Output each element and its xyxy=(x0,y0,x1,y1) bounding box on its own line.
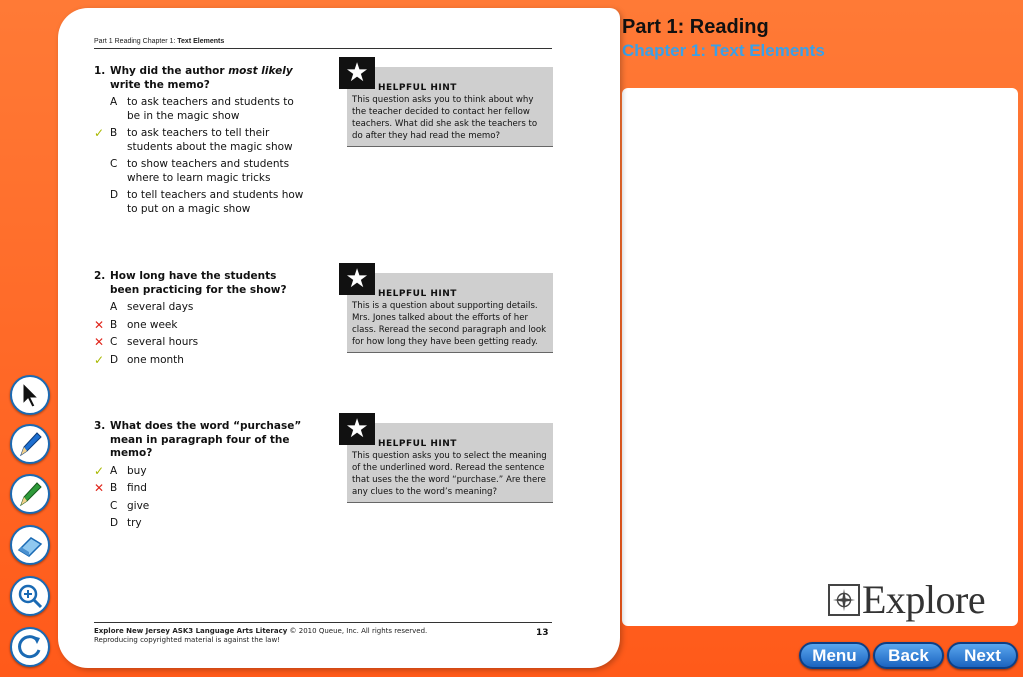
option-text: find xyxy=(127,482,147,494)
footer-line-2: Reproducing copyrighted material is against the law! xyxy=(94,636,280,644)
answer-option-d[interactable] xyxy=(94,354,309,368)
answer-mark xyxy=(94,301,110,315)
undo-tool[interactable] xyxy=(10,627,50,667)
stem-text-end: write the memo? xyxy=(110,78,210,91)
footer-line-1 xyxy=(94,627,427,636)
running-head-prefix: Part 1 Reading Chapter 1: xyxy=(94,38,178,45)
footer-book-title: Explore New Jersey ASK3 Language Arts Literacy xyxy=(94,627,288,635)
answer-mark xyxy=(94,189,110,216)
option-text: try xyxy=(127,517,142,529)
option-text: to tell teachers and students how to put on a magic show xyxy=(127,189,304,215)
answer-option-a[interactable] xyxy=(94,465,309,479)
bottom-rule xyxy=(94,622,552,623)
helpful-hint-1 xyxy=(345,58,553,147)
option-letter: B xyxy=(110,482,118,494)
answer-option-c[interactable] xyxy=(94,500,309,514)
magnifier-plus-icon xyxy=(15,581,45,611)
option-letter: A xyxy=(110,96,118,108)
answer-option-d[interactable] xyxy=(94,189,309,216)
page-number: 13 xyxy=(536,628,549,638)
page-footer xyxy=(94,627,427,645)
hint-title: HELPFUL HINT xyxy=(378,289,457,299)
zoom-tool[interactable] xyxy=(10,576,50,616)
compass-icon xyxy=(828,584,860,616)
stem-text: Why did the author xyxy=(110,65,229,77)
eraser-icon xyxy=(15,530,45,560)
option-text: to ask teachers and students to be in the magic show xyxy=(127,96,294,122)
answer-option-c[interactable] xyxy=(94,336,309,350)
blue-pen-icon xyxy=(15,429,45,459)
eraser-tool[interactable] xyxy=(10,525,50,565)
option-letter: B xyxy=(110,127,118,139)
hint-title: HELPFUL HINT xyxy=(378,439,457,449)
option-letter: C xyxy=(110,158,118,170)
question-number: 3. xyxy=(94,420,106,432)
option-letter: C xyxy=(110,499,118,512)
star-icon: ★ xyxy=(339,263,375,295)
check-mark-icon: ✓ xyxy=(94,352,105,367)
option-text: to ask teachers to tell their students about the magic show xyxy=(127,127,293,153)
answer-option-b[interactable] xyxy=(94,319,309,333)
check-mark-icon: ✓ xyxy=(94,126,105,140)
star-icon: ★ xyxy=(339,413,375,445)
option-text: give xyxy=(127,499,150,512)
option-text: several days xyxy=(127,301,194,313)
question-text: How long have the students been practicing for the show? xyxy=(110,270,287,296)
explore-logo xyxy=(828,576,985,623)
option-letter: C xyxy=(110,336,118,348)
option-letter: D xyxy=(110,353,119,366)
page-title: Part 1: Reading xyxy=(622,16,769,38)
helpful-hint-2 xyxy=(345,264,553,353)
running-head xyxy=(94,38,224,45)
next-button[interactable]: Next xyxy=(947,642,1018,669)
question-stem xyxy=(94,420,309,461)
question-text: What does the word “purchase” mean in paragraph four of the memo? xyxy=(110,420,302,459)
answer-option-c[interactable] xyxy=(94,158,309,185)
cursor-arrow-icon xyxy=(15,380,45,410)
check-mark-icon: ✓ xyxy=(94,463,105,478)
menu-button[interactable]: Menu xyxy=(799,642,870,669)
option-text: one month xyxy=(127,353,184,366)
question-stem xyxy=(94,65,309,92)
option-letter: D xyxy=(110,189,119,201)
answer-option-d[interactable] xyxy=(94,517,309,531)
option-letter: A xyxy=(110,464,118,477)
question-3 xyxy=(94,420,309,531)
answer-option-a[interactable] xyxy=(94,301,309,315)
helpful-hint-3 xyxy=(345,414,553,503)
option-text: to show teachers and students where to learn magic tricks xyxy=(127,158,290,184)
option-letter: D xyxy=(110,517,119,529)
option-text: several hours xyxy=(127,336,199,348)
answer-mark xyxy=(94,517,110,531)
logo-text: Explore xyxy=(862,577,986,622)
option-letter: B xyxy=(110,318,118,331)
answer-mark xyxy=(94,96,110,123)
title-block xyxy=(622,16,825,61)
cross-mark-icon: ✕ xyxy=(94,481,105,495)
cross-mark-icon: ✕ xyxy=(94,335,105,349)
pen-tool-green[interactable] xyxy=(10,474,50,514)
question-1 xyxy=(94,65,309,216)
answer-mark xyxy=(94,158,110,185)
pen-tool-blue[interactable] xyxy=(10,424,50,464)
hint-text: This question asks you to select the meaning of the underlined word. Reread the sentence that uses the the word “purchase.” Are there any clues to the word’s meaning? xyxy=(352,451,547,497)
question-number: 2. xyxy=(94,270,106,282)
green-pen-icon xyxy=(15,479,45,509)
hint-title: HELPFUL HINT xyxy=(378,83,457,93)
question-number: 1. xyxy=(94,65,106,77)
book-page xyxy=(58,8,620,668)
footer-copyright: © 2010 Queue, Inc. All rights reserved. xyxy=(287,627,428,635)
chapter-subtitle: Chapter 1: Text Elements xyxy=(622,41,825,60)
question-text xyxy=(110,65,309,92)
option-letter: A xyxy=(110,301,118,313)
answer-mark xyxy=(94,500,110,514)
option-text: buy xyxy=(127,464,147,477)
circular-arrow-icon xyxy=(15,632,45,662)
question-stem xyxy=(94,270,309,297)
question-2 xyxy=(94,270,309,367)
arrow-pointer-tool[interactable] xyxy=(10,375,50,415)
option-text: one week xyxy=(127,318,178,331)
answer-option-b[interactable] xyxy=(94,127,309,154)
cross-mark-icon: ✕ xyxy=(94,317,105,332)
back-button[interactable]: Back xyxy=(873,642,944,669)
stem-italic: most likely xyxy=(228,65,293,77)
answer-option-b[interactable] xyxy=(94,482,309,496)
top-rule xyxy=(94,48,552,49)
running-head-chapter: Text Elements xyxy=(177,38,225,45)
content-panel xyxy=(622,88,1018,626)
hint-text: This is a question about supporting details. Mrs. Jones talked about the efforts of her class. Reread the second paragraph and look for how long they have been getting ready. xyxy=(352,301,547,347)
hint-text: This question asks you to think about why the teacher decided to contact her fellow teachers. What did she ask the teachers to do after they had read the memo? xyxy=(352,95,538,141)
answer-option-a[interactable] xyxy=(94,96,309,123)
star-icon: ★ xyxy=(339,57,375,89)
